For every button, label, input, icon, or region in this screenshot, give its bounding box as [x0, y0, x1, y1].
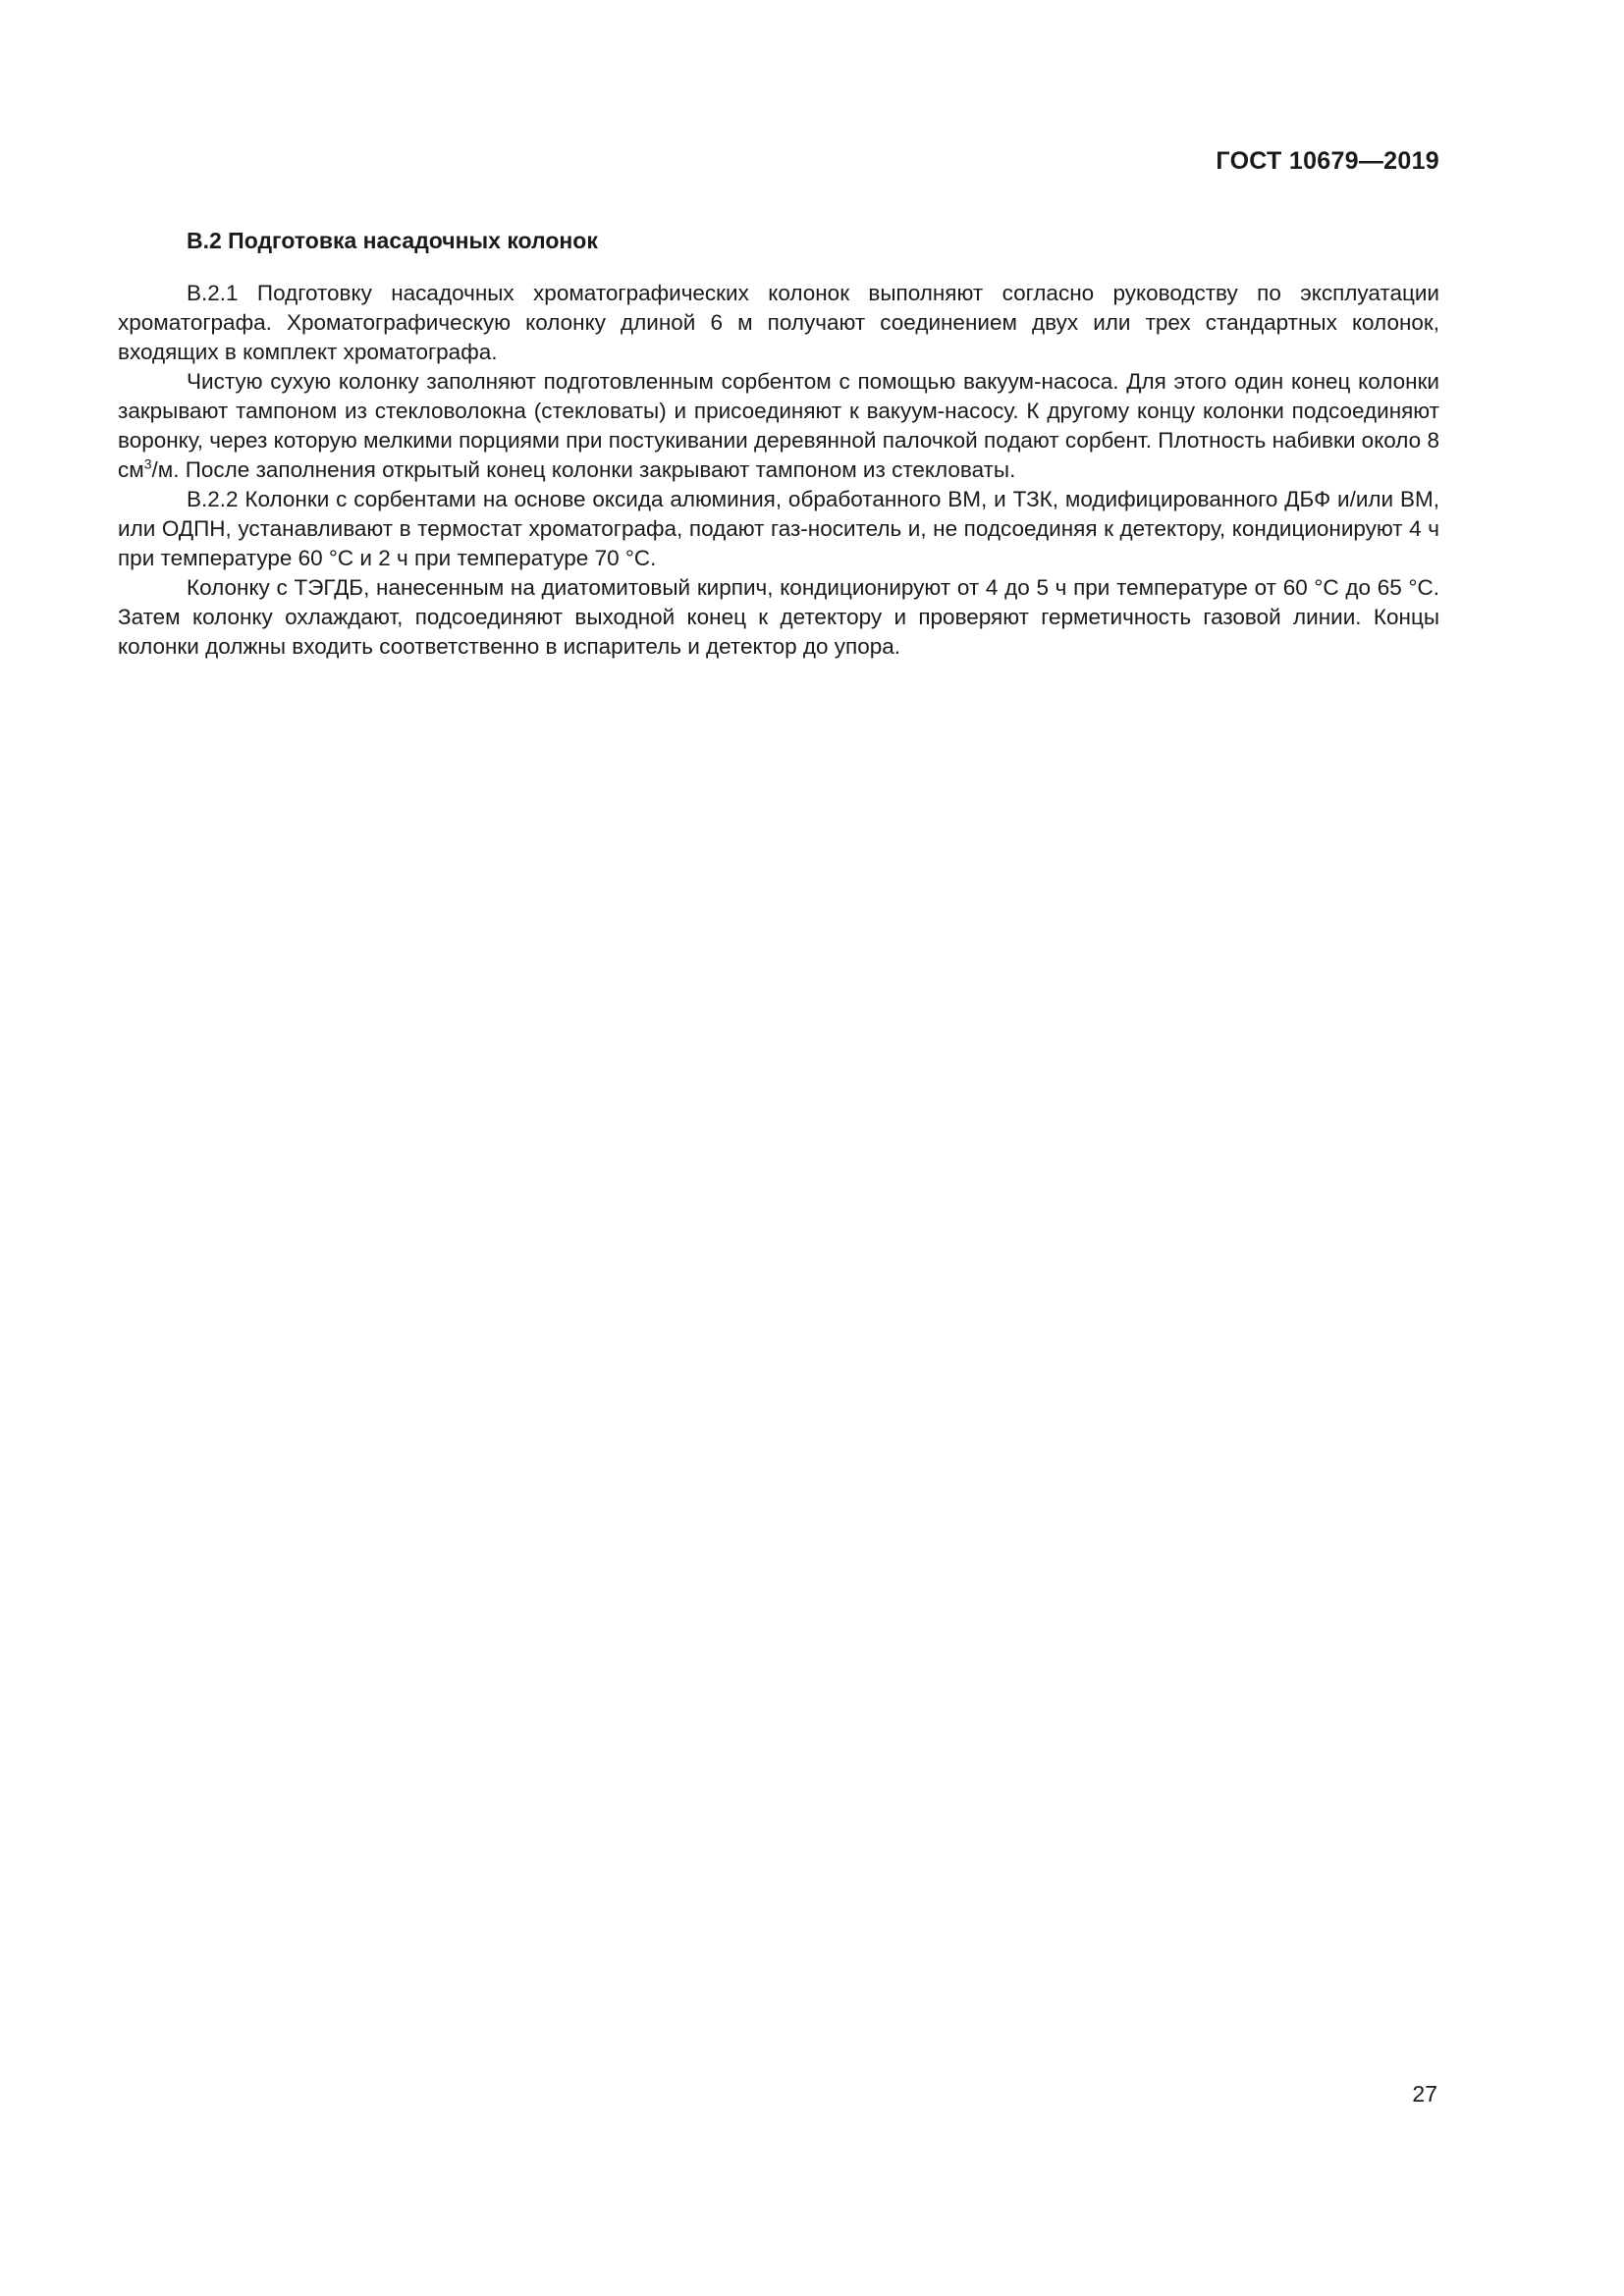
section-title: В.2 Подготовка насадочных колонок [187, 228, 598, 253]
paragraph-b21: В.2.1 Подготовку насадочных хроматографических колонок выполняют согласно руководству по эксплуатации хроматографа. Хроматографическую колонку длиной 6 м получают соединением двух или трех стандартных колонок, входящих в комплект хроматографа. [118, 281, 1439, 364]
paragraph-text-start: Чистую сухую колонку заполняют подготовленным сорбентом с помощью вакуум-насоса. Для этого один конец колонки закрывают тампоном из стекловолокна (стекловаты) и присоединяют к вакуум-насосу. К другому концу колонки подсоединяют воронку, через которую мелкими порциями при постукивании деревянной палочкой подают сорбент. Плотность набивки около 8 см [118, 369, 1439, 482]
paragraph-column-filling [118, 367, 1439, 485]
paragraph-b22: В.2.2 Колонки с сорбентами на основе оксида алюминия, обработанного ВМ, и ТЗК, модифицированного ДБФ и/или ВМ, или ОДПН, устанавливают в термостат хроматографа, подают газ-носитель и, не подсоединяя к детектору, кондиционируют 4 ч при температуре 60 °С и 2 ч при температуре 70 °С. [118, 487, 1439, 570]
paragraph-text-end: /м. После заполнения открытый конец колонки закрывают тампоном из стекловаты. [151, 457, 1016, 482]
page-number: 27 [1412, 2081, 1437, 2107]
document-code: ГОСТ 10679—2019 [1216, 147, 1439, 175]
superscript-exponent: 3 [143, 455, 152, 472]
paragraph-tegdb-column: Колонку с ТЭГДБ, нанесенным на диатомитовый кирпич, кондиционируют от 4 до 5 ч при температуре от 60 °С до 65 °С. Затем колонку охлаждают, подсоединяют выходной конец к детектору и проверяют герметичность газовой линии. Концы колонки должны входить соответственно в испаритель и детектор до упора. [118, 575, 1439, 659]
section-content [118, 226, 1439, 662]
